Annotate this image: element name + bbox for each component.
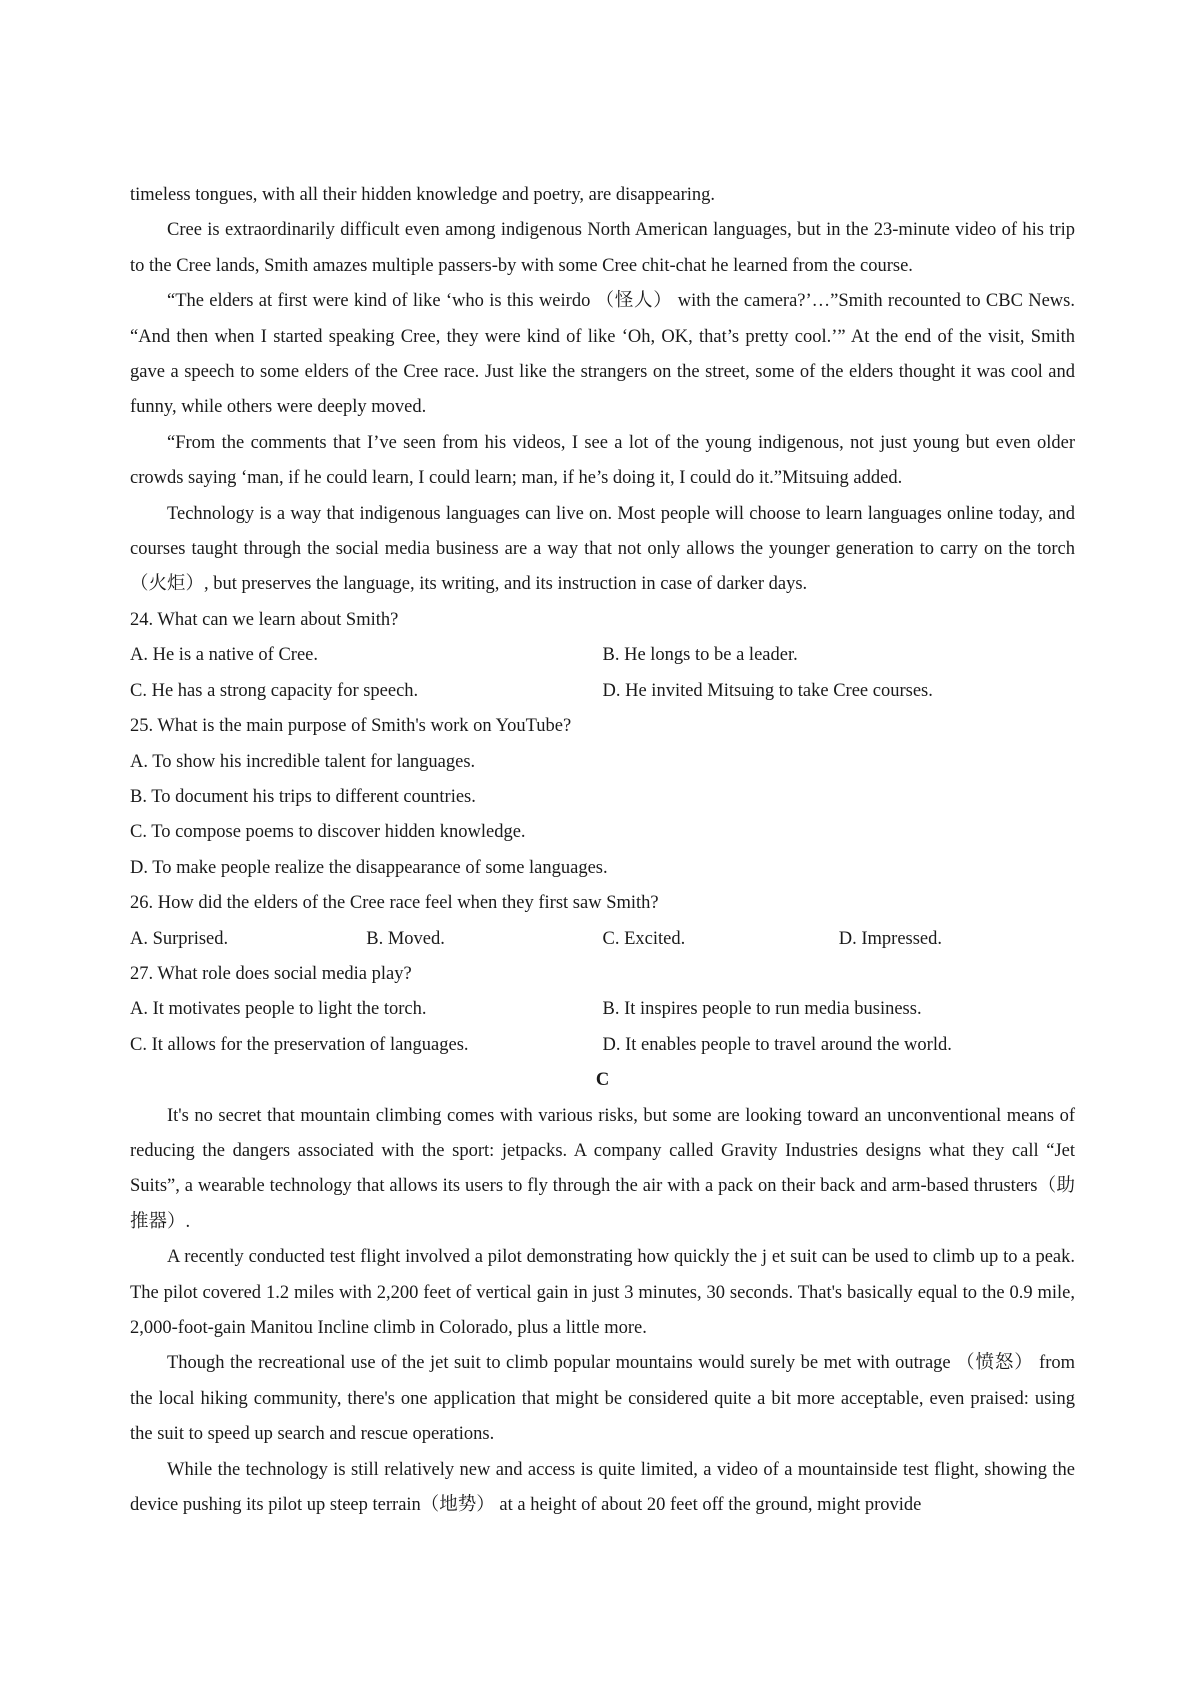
passage-c-paragraph: A recently conducted test flight involved a pilot demonstrating how quickly the j et suit can be used to climb up to a peak. The pilot covered 1.2 miles with 2,200 feet of vertical gain in just 3 minutes, 30 seconds. That's basically equal to the 0.9 mile, 2,000-foot-gain Manitou Incline climb in Colorado, plus a little more. (130, 1247, 1075, 1338)
passage-b (130, 178, 1075, 603)
passage-b-paragraph: timeless tongues, with all their hidden knowledge and poetry, are disappearing. (130, 185, 715, 205)
question-27 (130, 957, 1075, 1063)
option-a: A. It motivates people to light the torch. (130, 999, 427, 1020)
passage-b-paragraph: Cree is extraordinarily difficult even among indigenous North American languages, but in the 23-minute video of his trip to the Cree lands, Smith amazes multiple passers-by with some Cree chit-chat he learned from the course. (130, 220, 1075, 276)
passage-c (130, 1099, 1075, 1524)
passage-c-paragraph: Though the recreational use of the jet suit to climb popular mountains would surely be met with outrage （愤怒） from the local hiking community, there's one application that might be considered quite a bit more acceptable, even praised: using the suit to speed up search and rescue operations. (130, 1353, 1075, 1445)
option-c: C. To compose poems to discover hidden knowledge. (130, 822, 526, 843)
option-d: D. He invited Mitsuing to take Cree courses. (602, 680, 933, 701)
option-b: B. Moved. (366, 928, 445, 949)
option-c: C. Excited. (602, 928, 686, 949)
section-heading: C (595, 1070, 610, 1091)
question-25 (130, 709, 1075, 886)
option-a: A. Surprised. (130, 928, 229, 949)
passage-c-paragraph: While the technology is still relatively new and access is quite limited, a video of a mountainside test flight, showing the device pushing its pilot up steep terrain（地势） at a height of about 20 feet off the ground, might provide (130, 1459, 1075, 1516)
option-b: B. It inspires people to run media business. (602, 999, 922, 1020)
option-c: C. It allows for the preservation of languages. (130, 1034, 469, 1055)
option-d: D. To make people realize the disappearance of some languages. (130, 857, 608, 878)
question-stem: 24. What can we learn about Smith? (130, 609, 399, 630)
question-stem: 25. What is the main purpose of Smith's work on YouTube? (130, 716, 572, 737)
exam-page (130, 178, 1075, 1523)
option-b: B. He longs to be a leader. (602, 645, 798, 666)
passage-c-paragraph: It's no secret that mountain climbing comes with various risks, but some are looking toward an unconventional means of reducing the dangers associated with the sport: jetpacks. A company called Gravity Industries designs what they call “Jet Suits”, a wearable technology that allows its users to fly through the air with a pack on their back and arm-based thrusters（助推器）. (130, 1105, 1075, 1232)
passage-b-paragraph: “From the comments that I’ve seen from his videos, I see a lot of the young indigenous, not just young but even older crowds saying ‘man, if he could learn, I could learn; man, if he’s doing it, I could do it.”Mitsuing added. (130, 432, 1075, 489)
option-a: A. To show his incredible talent for languages. (130, 751, 476, 772)
option-d: D. Impressed. (838, 928, 943, 949)
question-stem: 27. What role does social media play? (130, 963, 412, 984)
passage-b-paragraph: “The elders at first were kind of like ‘who is this weirdo （怪人） with the camera?’…”Smith recounted to CBC News. “And then when I started speaking Cree, they were kind of like ‘Oh, OK, that’s pretty cool.’” At the end of the visit, Smith gave a speech to some elders of the Cree race. Just like the strangers on the street, some of the elders thought it was cool and funny, while others were deeply moved. (130, 291, 1075, 418)
passage-b-paragraph: Technology is a way that indigenous languages can live on. Most people will choose to learn languages online today, and courses taught through the social media business are a way that not only allows the younger generation to carry on the torch （火炬）, but preserves the language, its writing, and its instruction in case of darker days. (130, 503, 1075, 595)
question-24 (130, 603, 1075, 709)
option-d: D. It enables people to travel around the world. (602, 1034, 952, 1055)
option-a: A. He is a native of Cree. (130, 645, 319, 666)
option-b: B. To document his trips to different countries. (130, 786, 476, 807)
question-stem: 26. How did the elders of the Cree race feel when they first saw Smith? (130, 893, 659, 914)
option-c: C. He has a strong capacity for speech. (130, 680, 419, 701)
question-26 (130, 886, 1075, 957)
